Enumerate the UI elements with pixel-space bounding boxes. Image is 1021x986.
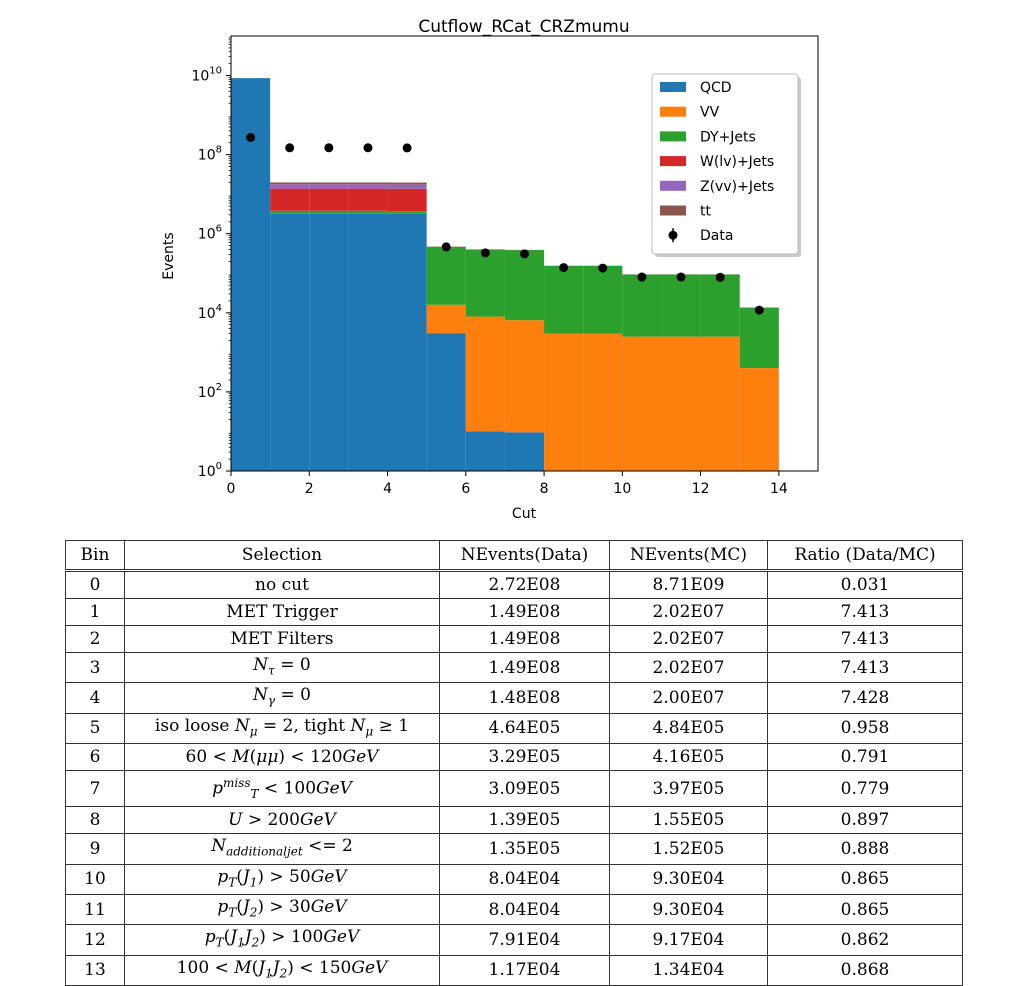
cell-bin: 10 (66, 864, 125, 894)
cell-selection: $N_{additionaljet} <= 2$ (125, 834, 440, 864)
cell-ratio: 7.428 (768, 683, 963, 713)
bar-vv-bin-11 (661, 337, 700, 471)
cell-nevents-mc: 2.02E07 (610, 653, 768, 683)
cell-nevents-data: 1.49E08 (440, 626, 610, 653)
header-bin: Bin (66, 541, 125, 571)
cell-selection: U > 200GeV (125, 807, 440, 834)
cell-nevents-data: 8.04E04 (440, 895, 610, 925)
cell-nevents-mc: 1.34E04 (610, 955, 768, 985)
y-tick-label: $10^6$ (198, 224, 222, 243)
cell-bin: 0 (66, 571, 125, 599)
bar-vv-bin-9 (583, 333, 622, 471)
x-tick-label: 14 (770, 481, 788, 497)
cell-bin: 2 (66, 626, 125, 653)
table-row (66, 864, 963, 894)
cell-selection: iso loose $N_\mu = 2$, tight $N_\mu \ge 1$ (125, 713, 440, 743)
chart-title: Cutflow_RCat_CRZmumu (418, 17, 629, 37)
y-ticks (191, 38, 231, 480)
bar-z-vv-jets-bin-3 (348, 184, 387, 188)
bar-tt-bin-2 (309, 182, 348, 184)
bar-qcd-bin-7 (505, 432, 544, 471)
x-tick-label: 10 (613, 481, 631, 497)
cell-nevents-mc: 1.55E05 (610, 807, 768, 834)
y-tick-label: $10^{10}$ (191, 66, 222, 85)
cell-bin: 5 (66, 713, 125, 743)
data-point-bin-2 (324, 143, 333, 152)
cell-nevents-mc: 9.17E04 (610, 925, 768, 955)
bar-dy-jets-bin-1 (270, 211, 309, 214)
x-tick-label: 12 (692, 481, 710, 497)
legend-swatch-1 (660, 107, 686, 117)
table-row (66, 599, 963, 626)
y-axis-label: Events (161, 232, 177, 279)
legend-data-marker (669, 231, 678, 240)
cell-ratio: 7.413 (768, 599, 963, 626)
legend-swatch-0 (660, 82, 686, 92)
bar-vv-bin-8 (544, 333, 583, 471)
cell-bin: 3 (66, 653, 125, 683)
cell-ratio: 0.865 (768, 864, 963, 894)
legend-label: VV (700, 105, 720, 121)
cell-nevents-data: 1.39E05 (440, 807, 610, 834)
legend-label: Data (700, 228, 733, 244)
cell-selection: $p^{miss}_T < 100GeV$ (125, 771, 440, 807)
cell-nevents-data: 1.49E08 (440, 599, 610, 626)
header-selection: Selection (125, 541, 440, 571)
bar-dy-jets-bin-5 (427, 247, 466, 305)
table-row (66, 626, 963, 653)
legend-label: tt (700, 204, 711, 220)
bar-w-lv-jets-bin-3 (348, 189, 387, 211)
bar-tt-bin-4 (388, 183, 427, 185)
y-tick-label: $10^8$ (198, 145, 222, 164)
cell-selection: $p_T(J_1J_2) > 100GeV$ (125, 925, 440, 955)
header-ratio: Ratio (Data/MC) (768, 541, 963, 571)
y-tick-label: $10^2$ (198, 382, 222, 401)
cell-nevents-mc: 3.97E05 (610, 771, 768, 807)
legend-swatch-4 (660, 181, 686, 191)
x-tick-label: 6 (461, 481, 470, 497)
table-row (66, 571, 963, 599)
bar-tt-bin-1 (270, 182, 309, 184)
bar-vv-bin-12 (701, 337, 740, 471)
cell-ratio: 7.413 (768, 626, 963, 653)
cell-selection: MET Trigger (125, 599, 440, 626)
data-point-bin-4 (403, 143, 412, 152)
cell-nevents-mc: 8.71E09 (610, 571, 768, 599)
cell-selection: no cut (125, 571, 440, 599)
cell-nevents-data: 1.17E04 (440, 955, 610, 985)
header-nevents-mc: NEvents(MC) (610, 541, 768, 571)
bar-w-lv-jets-bin-1 (270, 189, 309, 211)
bar-qcd-bin-1 (270, 214, 309, 471)
x-axis-label: Cut (512, 506, 537, 522)
cell-nevents-data: 3.29E05 (440, 744, 610, 771)
bar-z-vv-jets-bin-4 (388, 184, 427, 188)
data-point-bin-3 (363, 143, 372, 152)
cell-bin: 6 (66, 744, 125, 771)
legend-swatch-5 (660, 206, 686, 216)
table-header-row (66, 541, 963, 571)
cell-ratio: 0.779 (768, 771, 963, 807)
x-tick-label: 4 (383, 481, 392, 497)
x-tick-label: 8 (540, 481, 549, 497)
bar-dy-jets-bin-10 (622, 275, 661, 337)
legend-label: QCD (700, 80, 732, 96)
bar-qcd-bin-6 (466, 431, 505, 471)
cell-selection: $100 < M(J_1J_2) < 150GeV$ (125, 955, 440, 985)
cell-ratio: 7.413 (768, 653, 963, 683)
data-point-bin-9 (598, 264, 607, 273)
bar-dy-jets-bin-13 (740, 308, 779, 368)
cell-nevents-data: 1.48E08 (440, 683, 610, 713)
data-point-bin-10 (637, 273, 646, 282)
bar-dy-jets-bin-9 (583, 266, 622, 334)
cell-nevents-mc: 2.02E07 (610, 599, 768, 626)
table-row (66, 744, 963, 771)
table-row (66, 713, 963, 743)
cell-selection: 60 < M(μμ) < 120GeV (125, 744, 440, 771)
cell-bin: 13 (66, 955, 125, 985)
bar-dy-jets-bin-3 (348, 211, 387, 214)
data-point-bin-11 (677, 273, 686, 282)
bar-qcd-bin-2 (309, 214, 348, 471)
cell-selection: $N_\tau = 0$ (125, 653, 440, 683)
cell-nevents-data: 2.72E08 (440, 571, 610, 599)
bar-qcd-bin-5 (427, 333, 466, 471)
x-ticks (227, 471, 788, 497)
header-nevents-data: NEvents(Data) (440, 541, 610, 571)
legend-label: W(lv)+Jets (700, 154, 774, 170)
bar-vv-bin-6 (466, 317, 505, 432)
cell-ratio: 0.868 (768, 955, 963, 985)
cell-nevents-mc: 2.00E07 (610, 683, 768, 713)
bar-vv-bin-5 (427, 305, 466, 334)
bar-w-lv-jets-bin-4 (388, 189, 427, 211)
cell-nevents-data: 1.49E08 (440, 653, 610, 683)
table-body (66, 571, 963, 986)
cell-ratio: 0.888 (768, 834, 963, 864)
table-row (66, 653, 963, 683)
x-tick-label: 0 (227, 481, 236, 497)
data-point-bin-5 (442, 242, 451, 251)
cell-ratio: 0.791 (768, 744, 963, 771)
legend-label: Z(vv)+Jets (700, 179, 774, 195)
bar-z-vv-jets-bin-2 (309, 184, 348, 188)
bar-qcd-bin-4 (388, 214, 427, 471)
cell-ratio: 0.897 (768, 807, 963, 834)
cell-nevents-data: 4.64E05 (440, 713, 610, 743)
data-point-bin-0 (246, 133, 255, 142)
bar-vv-bin-10 (622, 337, 661, 471)
table-row (66, 925, 963, 955)
bar-tt-bin-3 (348, 182, 387, 184)
cell-ratio: 0.031 (768, 571, 963, 599)
cell-bin: 4 (66, 683, 125, 713)
cell-nevents-mc: 1.52E05 (610, 834, 768, 864)
y-tick-label: $10^4$ (198, 303, 222, 322)
cell-nevents-data: 8.04E04 (440, 864, 610, 894)
cell-bin: 8 (66, 807, 125, 834)
cell-nevents-data: 1.35E05 (440, 834, 610, 864)
cell-selection: $p_T(J_2) > 30GeV$ (125, 895, 440, 925)
cell-nevents-data: 3.09E05 (440, 771, 610, 807)
y-tick-label: $10^0$ (198, 461, 222, 480)
legend-swatch-3 (660, 156, 686, 166)
bar-dy-jets-bin-2 (309, 211, 348, 214)
bar-dy-jets-bin-8 (544, 266, 583, 334)
cell-bin: 9 (66, 834, 125, 864)
table-row (66, 683, 963, 713)
cell-bin: 7 (66, 771, 125, 807)
cell-bin: 12 (66, 925, 125, 955)
bar-dy-jets-bin-7 (505, 250, 544, 320)
cell-nevents-mc: 4.84E05 (610, 713, 768, 743)
bar-z-vv-jets-bin-1 (270, 184, 309, 188)
data-point-bin-7 (520, 249, 529, 258)
table-row (66, 895, 963, 925)
cell-nevents-mc: 9.30E04 (610, 864, 768, 894)
cutflow-table (65, 540, 963, 986)
cell-ratio: 0.958 (768, 713, 963, 743)
bar-dy-jets-bin-6 (466, 250, 505, 317)
legend-swatch-2 (660, 131, 686, 141)
cell-selection: $N_\gamma = 0$ (125, 683, 440, 713)
cell-ratio: 0.862 (768, 925, 963, 955)
legend (652, 74, 801, 257)
data-point-bin-1 (285, 143, 294, 152)
data-point-bin-8 (559, 263, 568, 272)
bar-vv-bin-7 (505, 320, 544, 432)
cell-selection: MET Filters (125, 626, 440, 653)
bar-vv-bin-13 (740, 368, 779, 471)
cell-nevents-mc: 4.16E05 (610, 744, 768, 771)
data-point-bin-6 (481, 248, 490, 257)
cell-bin: 11 (66, 895, 125, 925)
data-point-bin-13 (755, 306, 764, 315)
legend-label: DY+Jets (700, 129, 756, 145)
bar-dy-jets-bin-4 (388, 211, 427, 213)
bar-dy-jets-bin-12 (701, 275, 740, 337)
table-row (66, 771, 963, 807)
table-row (66, 807, 963, 834)
bar-w-lv-jets-bin-2 (309, 189, 348, 211)
bar-dy-jets-bin-11 (661, 275, 700, 337)
table-row (66, 955, 963, 985)
cell-nevents-data: 7.91E04 (440, 925, 610, 955)
cell-selection: $p_T(J_1) > 50GeV$ (125, 864, 440, 894)
x-tick-label: 2 (305, 481, 314, 497)
cell-nevents-mc: 9.30E04 (610, 895, 768, 925)
cell-ratio: 0.865 (768, 895, 963, 925)
cell-nevents-mc: 2.02E07 (610, 626, 768, 653)
table-row (66, 834, 963, 864)
data-point-bin-12 (716, 273, 725, 282)
cell-bin: 1 (66, 599, 125, 626)
bar-qcd-bin-3 (348, 214, 387, 471)
